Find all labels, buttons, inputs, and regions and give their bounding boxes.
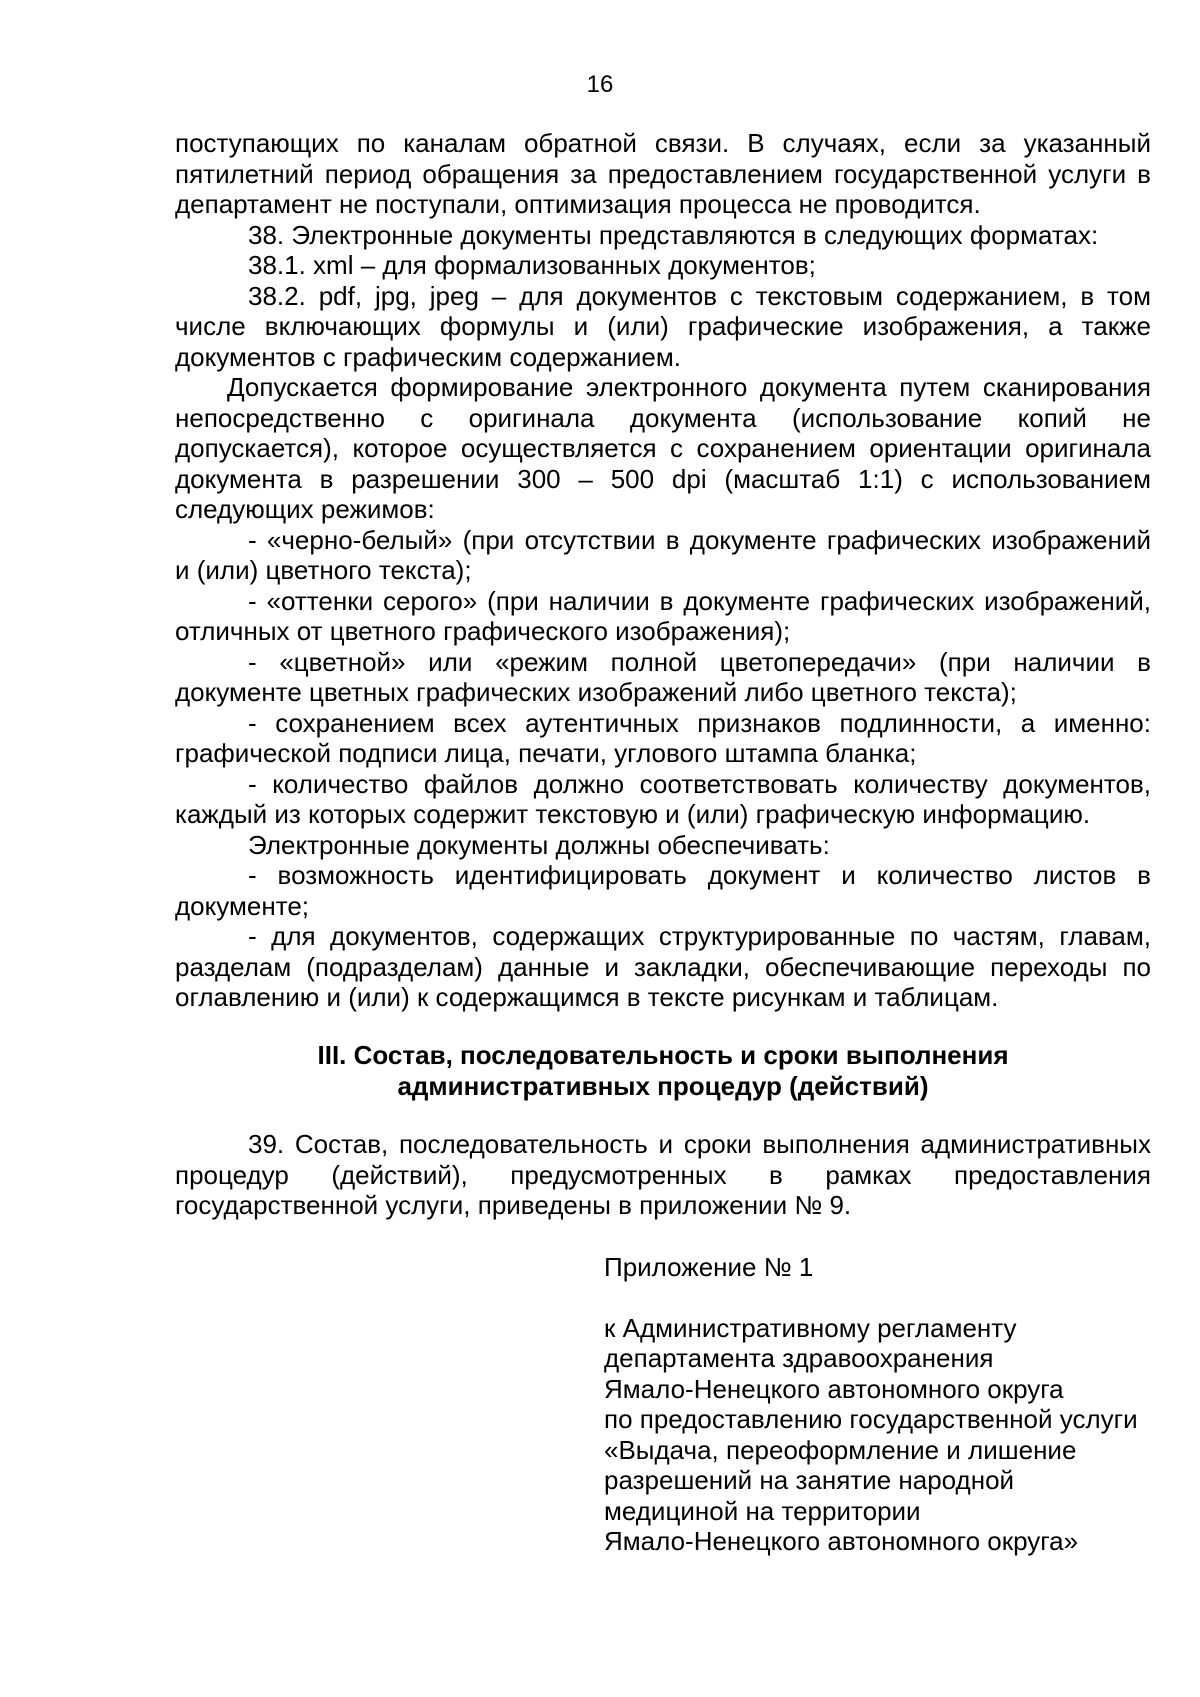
paragraph-38: 38. Электронные документы представляются в следующих форматах: <box>248 219 1099 250</box>
appendix-line: Ямало-Ненецкого автономного округа» <box>604 1526 1079 1556</box>
appendix-line: по предоставлению государственной услуги <box>604 1404 1138 1434</box>
appendix-title: Приложение № 1 <box>604 1252 814 1282</box>
appendix-block <box>604 1252 1164 1557</box>
appendix-line: разрешений на занятие народной <box>604 1465 1015 1495</box>
list-item-authenticity: - сохранением всех аутентичных признаков подлинности, а именно: графической подписи лица, печати, углового штампа бланка; <box>175 707 1151 768</box>
paragraph-requirements: Электронные документы должны обеспечивать: <box>248 829 830 860</box>
list-item-bw: - «черно-белый» (при отсутствии в документе графических изображений и (или) цветного текста); <box>175 524 1151 585</box>
list-item-color: - «цветной» или «режим полной цветопередачи» (при наличии в документе цветных графических изображений либо цветного текста); <box>175 646 1151 707</box>
list-item-grayscale: - «оттенки серого» (при наличии в документе графических изображений, отличных от цветного графического изображения); <box>175 585 1151 646</box>
section-heading <box>175 1040 1151 1102</box>
section-body <box>175 1129 1151 1221</box>
list-item-file-count: - количество файлов должно соответствовать количеству документов, каждый из которых содержит текстовую и (или) графическую информацию. <box>175 768 1151 829</box>
appendix-line: медициной на территории <box>604 1495 921 1526</box>
paragraph: поступающих по каналам обратной связи. В случаях, если за указанный пятилетний период обращения за предоставлением государственной услуги в департамент не поступали, оптимизация процесса не проводится. <box>175 128 1151 219</box>
appendix-line: Ямало-Ненецкого автономного округа <box>604 1373 1064 1404</box>
appendix-line: «Выдача, переоформление и лишение <box>604 1434 1077 1465</box>
paragraph-38-1: 38.1. xml – для формализованных документов; <box>248 250 816 280</box>
list-item-bookmarks: - для документов, содержащих структурированные по частям, главам, разделам (подразделам) данные и закладки, обеспечивающие переходы по оглавлению и (или) к содержащимся в тексте рисункам и таблицам. <box>175 921 1151 1012</box>
page-number: 16 <box>586 71 614 98</box>
appendix-line: департамента здравоохранения <box>604 1343 994 1373</box>
appendix-line: к Административному регламенту <box>604 1312 1017 1343</box>
paragraph-38-2: 38.2. pdf, jpg, jpeg – для документов с текстовым содержанием, в том числе включающих формулы и (или) графические изображения, а также документов с графическим содержанием. <box>175 280 1151 372</box>
section-heading-line2: административных процедур (действий) <box>397 1071 929 1101</box>
body-text <box>175 128 1151 1013</box>
section-heading-line1: III. Состав, последовательность и сроки выполнения <box>317 1040 1009 1070</box>
paragraph-39: 39. Состав, последовательность и сроки выполнения административных процедур (действий), предусмотренных в рамках предоставления государственной услуги, приведены в приложении № 9. <box>175 1129 1151 1220</box>
list-item-identify: - возможность идентифицировать документ и количество листов в документе; <box>175 860 1151 921</box>
paragraph-scanning: Допускается формирование электронного документа путем сканирования непосредственно с оригинала документа (использование копий не допускается), которое осуществляется с сохранением ориентации оригинала документа в разрешении 300 – 500 dpi (масштаб 1:1) с использованием следующих режимов: <box>175 372 1151 524</box>
